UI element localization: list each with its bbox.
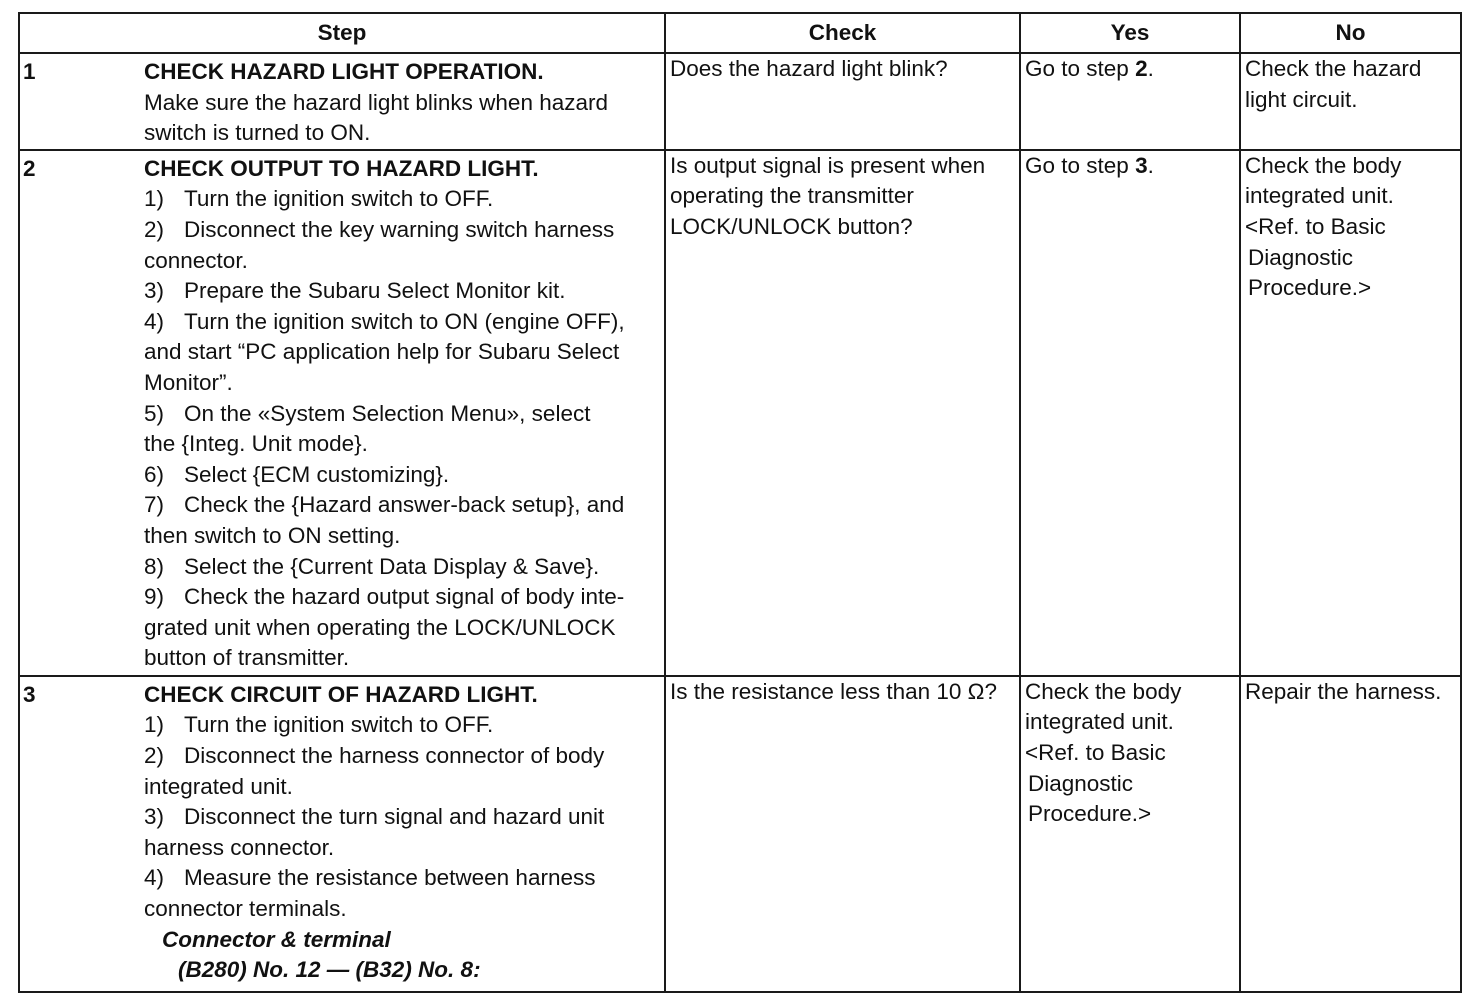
step-item-text: grated unit when operating the LOCK/UNLOCK [144,614,616,640]
step-item-number: 4) [144,865,165,891]
step-item-text: integrated unit. [144,773,293,799]
yes-text-end: . [1147,152,1154,178]
step-item-text: Disconnect the key warning switch harness [184,216,615,242]
no-text: Diagnostic [1248,244,1354,270]
step-item-text: Select the {Current Data Display & Save}. [184,553,600,579]
diagnostic-table [18,12,1462,993]
step-item [144,863,660,894]
yes-text: Go to step [1025,152,1136,178]
step-item-number: 7) [144,492,165,518]
step-item-number: 8) [144,553,165,579]
step-item-text: button of transmitter. [144,645,350,671]
step-item-text: Turn the ignition switch to OFF. [184,712,494,738]
no-cell [1240,150,1461,676]
no-text: integrated unit. [1245,183,1394,209]
connector-value: (B280) No. 12 — (B32) No. 8: [178,957,481,983]
no-text: Check the body [1245,152,1402,178]
no-text: <Ref. to Basic [1245,213,1386,239]
no-cell [1240,676,1461,992]
check-text: Does the hazard light blink? [670,56,948,81]
step-item-text: Turn the ignition switch to OFF. [184,186,494,212]
no-text: Repair the harness. [1245,678,1442,704]
step-item [144,802,660,833]
step-item [144,710,660,741]
step-text: switch is turned to ON. [144,120,371,146]
step-item-text: Select {ECM customizing}. [184,461,450,487]
yes-text: Go to step [1025,56,1136,81]
step-item [144,552,660,583]
check-text: Is the resistance less than 10 Ω? [670,678,997,704]
step-item-number: 6) [144,461,165,487]
no-cell [1240,53,1461,150]
yes-step-ref: 2 [1135,56,1148,81]
step-item [144,184,660,215]
header-no: No [1240,13,1461,53]
table-row [19,676,1461,992]
step-item [144,460,660,491]
step-item-number: 2) [144,216,165,242]
step-item [144,741,660,772]
step-number: 2 [23,155,36,181]
step-title: CHECK HAZARD LIGHT OPERATION. [144,59,544,84]
step-item-text: Monitor”. [144,369,233,395]
step-cell [19,676,665,992]
step-item-text: Disconnect the harness connector of body [184,742,605,768]
step-item [144,215,660,246]
step-item-number: 3) [144,804,165,830]
step-item-text: connector terminals. [144,895,347,921]
step-item [144,276,660,307]
yes-step-ref: 3 [1135,152,1148,178]
check-cell [665,53,1020,150]
step-item-text: Check the hazard output signal of body inte- [184,584,625,610]
check-cell [665,676,1020,992]
step-number: 3 [23,681,36,707]
step-item [144,582,660,613]
step-item-text: connector. [144,247,248,273]
step-number: 1 [23,59,36,84]
check-text: operating the transmitter [670,183,914,209]
yes-text: Diagnostic [1028,770,1134,796]
step-item [144,307,660,338]
header-step: Step [19,13,665,53]
yes-text: <Ref. to Basic [1025,739,1166,765]
check-text: LOCK/UNLOCK button? [670,213,913,239]
step-item-text: then switch to ON setting. [144,522,401,548]
step-item-text: the {Integ. Unit mode}. [144,431,368,457]
header-check: Check [665,13,1020,53]
step-item-number: 3) [144,278,165,304]
no-text: Check the hazard [1245,56,1422,81]
step-item-number: 4) [144,308,165,334]
step-item-number: 1) [144,712,165,738]
header-row [19,13,1461,53]
step-title: CHECK CIRCUIT OF HAZARD LIGHT. [144,681,538,707]
table-row [19,53,1461,150]
step-cell [19,150,665,676]
table-row [19,150,1461,676]
check-cell [665,150,1020,676]
check-text: Is output signal is present when [670,152,986,178]
step-item-text: and start “PC application help for Subaru Select [144,339,620,365]
step-item-number: 2) [144,742,165,768]
connector-label: Connector & terminal [162,926,391,952]
step-item-text: Check the {Hazard answer-back setup}, and [184,492,625,518]
step-text: Make sure the hazard light blinks when hazard [144,89,609,115]
step-item-number: 5) [144,400,165,426]
step-item [144,399,660,430]
step-item-text: Disconnect the turn signal and hazard unit [184,804,605,830]
yes-cell [1020,676,1240,992]
step-item [144,490,660,521]
step-item-text: harness connector. [144,834,335,860]
step-item-number: 1) [144,186,165,212]
yes-text: Check the body [1025,678,1182,704]
step-item-text: Measure the resistance between harness [184,865,596,891]
step-item-number: 9) [144,584,165,610]
step-item-text: Turn the ignition switch to ON (engine OFF), [184,308,625,334]
step-cell [19,53,665,150]
yes-text: integrated unit. [1025,709,1174,735]
yes-cell [1020,53,1240,150]
no-text: Procedure.> [1248,275,1372,301]
yes-text-end: . [1147,56,1154,81]
step-item-text: On the «System Selection Menu», select [184,400,591,426]
header-yes: Yes [1020,13,1240,53]
yes-cell [1020,150,1240,676]
yes-text: Procedure.> [1028,801,1152,827]
step-item-text: Prepare the Subaru Select Monitor kit. [184,278,566,304]
step-title: CHECK OUTPUT TO HAZARD LIGHT. [144,155,539,181]
no-text: light circuit. [1245,86,1358,112]
